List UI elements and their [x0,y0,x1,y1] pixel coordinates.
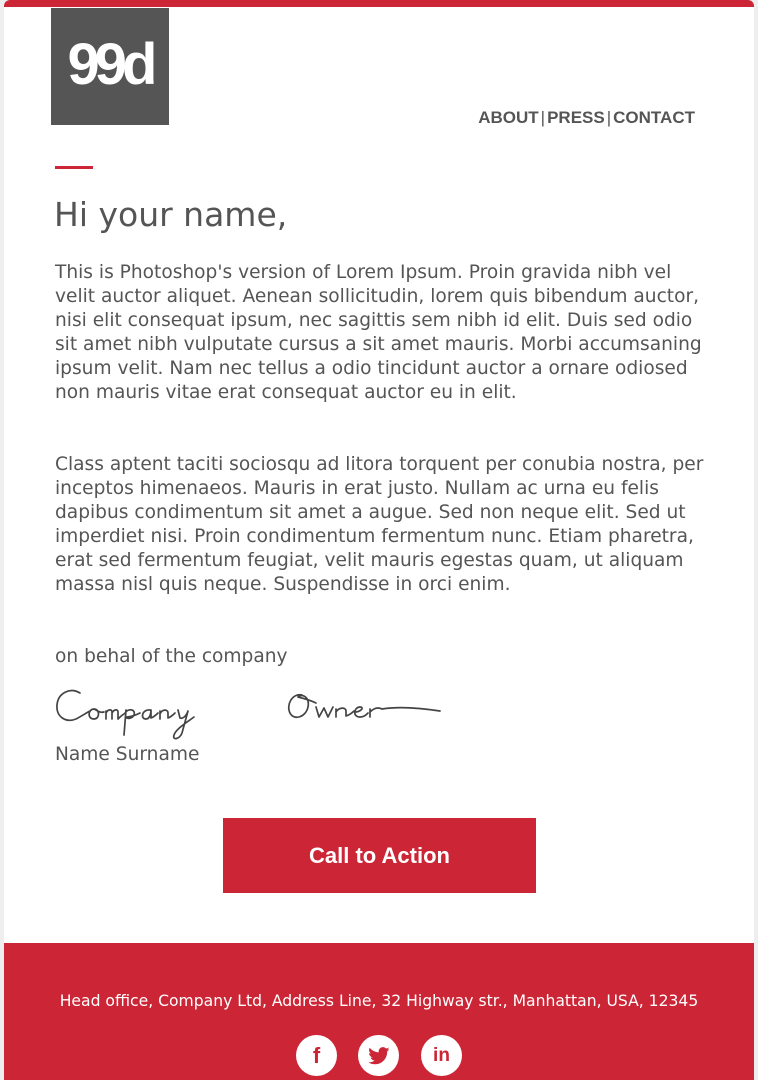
facebook-glyph: f [312,1042,321,1068]
signer-name: Name Surname [55,744,200,765]
nav-separator: | [540,108,546,127]
twitter-icon[interactable] [358,1035,399,1076]
nav-separator: | [606,108,612,127]
email-page [4,0,754,1080]
accent-divider [55,166,93,169]
nav-about-link[interactable]: ABOUT [478,108,539,127]
footer-address: Head office, Company Ltd, Address Line, 32 Highway str., Manhattan, USA, 12345 [59,992,699,1010]
nav-contact-link[interactable]: CONTACT [613,108,695,127]
twitter-bird-glyph [368,1047,390,1065]
logo[interactable] [51,8,169,125]
facebook-icon[interactable] [296,1035,337,1076]
linkedin-icon[interactable] [421,1035,462,1076]
call-to-action-button[interactable]: Call to Action [223,818,536,893]
body-paragraph-2: Class aptent taciti sociosqu ad litora torquent per conubia nostra, per inceptos himenaeos. Mauris in erat justo. Nullam ac urna eu felis dapibus condimentum sit amet a augue. Sed non neque elit. Sed ut imperdiet nisi. Proin condimentum fermentum nunc. Etiam pharetra, erat sed fermentum feugiat, velit mauris egestas quam, ut aliquam massa nisl quis neque. Suspendisse in orci enim. [55,454,704,595]
logo-text: 99d [67,31,153,97]
body-paragraph-1: This is Photoshop's version of Lorem Ipsum. Proin gravida nibh vel velit auctor aliquet. Aenean sollicitudin, lorem quis bibendum auctor, nisi elit consequat ipsum, nec sagittis sem nibh id elit. Duis sed odio sit amet nibh vulputate cursus a sit amet mauris. Morbi accumsaning ipsum velit. Nam nec tellus a odio tincidunt auctor a ornare odiosed non mauris vitae erat consequat auctor eu in elit. [55,262,702,403]
on-behalf-text: on behal of the company [55,646,288,667]
greeting-heading: Hi your name, [54,195,288,234]
top-nav [478,108,695,128]
nav-press-link[interactable]: PRESS [547,108,605,127]
signature-image [54,681,444,747]
linkedin-glyph: in [433,1044,450,1066]
footer [4,943,754,1080]
